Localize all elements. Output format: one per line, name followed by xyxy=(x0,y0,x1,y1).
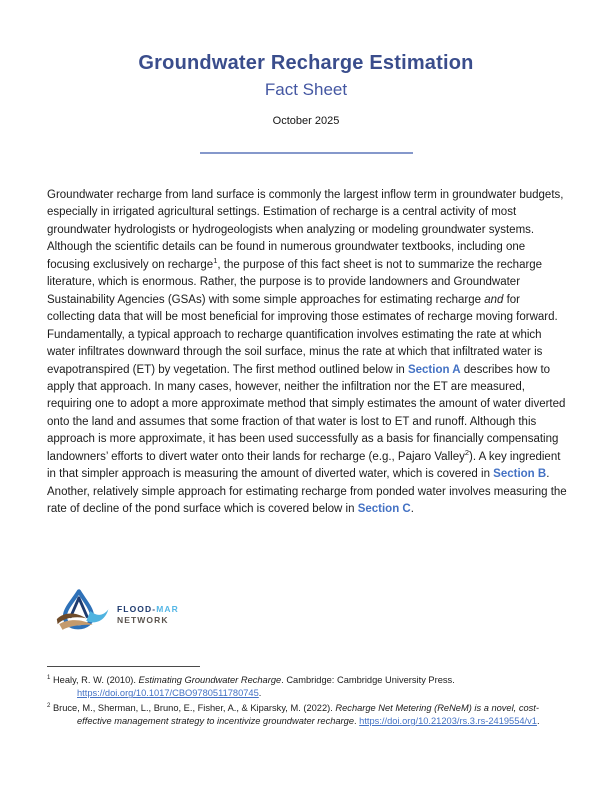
text-run: ). A key ingredient in that simpler approach is measuring the amount of diverted water, which is covered in xyxy=(47,450,561,481)
footnote-reference: 1 xyxy=(47,674,51,681)
text-run: Groundwater recharge from land surface is commonly the largest inflow term in groundwater budgets, especially in irrigated agricultural settings. Estimation of recharge is a central activity of most groundwater hydrologists or hydrogeologists when analyzing or modeling groundwater systems. Although the scientific details can be found in numerous groundwater textbooks, including one focusing exclusively on recharge xyxy=(47,189,564,271)
doi-link[interactable]: https://doi.org/10.1017/CBO9780511780745 xyxy=(77,688,259,699)
logo-network-text: NETWORK xyxy=(117,614,169,625)
footnote-reference: 2 xyxy=(47,702,51,709)
footnote-2 xyxy=(47,702,568,729)
text-run: and xyxy=(484,293,504,306)
text-run: Bruce, M., Sherman, L., Bruno, E., Fisher, A., & Kiparsky, M. (2022). xyxy=(50,702,336,713)
section-link[interactable]: Section C xyxy=(357,503,411,516)
footnote-divider xyxy=(47,666,200,667)
text-run: . xyxy=(354,715,360,726)
section-link[interactable]: Section A xyxy=(407,363,461,376)
text-run: Healy, R. W. (2010). xyxy=(50,675,139,685)
logo-wordmark xyxy=(117,604,179,625)
text-run: Fundamentally, a typical approach to recharge quantification involves estimating the rate at which water infiltrates downward through the soil surface, minus the rate at which that infiltrated water is evapotranspired (ET) by vegetation. The first method outlined below in xyxy=(47,328,543,376)
text-run: Estimating Groundwater Recharge xyxy=(138,675,282,685)
page-title: Groundwater Recharge Estimation xyxy=(138,52,474,74)
logo-flood-text: FLOOD- xyxy=(117,604,157,614)
header-divider xyxy=(200,152,413,154)
text-run: Recharge Net Metering (ReNeM) is a novel, cost-effective management strategy to incentivize groundwater recharge xyxy=(77,702,539,726)
text-run: . xyxy=(410,503,414,516)
page-subtitle: Fact Sheet xyxy=(264,80,348,99)
flood-mar-logo xyxy=(56,589,179,633)
footnote-reference: 1 xyxy=(213,255,218,265)
text-run: . Another, relatively simple approach for estimating recharge from ponded water involves measuring the rate of decline of the pond surface which is covered below in xyxy=(47,468,567,516)
footnote-reference: 2 xyxy=(464,447,469,457)
body-text xyxy=(47,187,567,519)
paragraph-1 xyxy=(47,187,567,327)
footnotes-section xyxy=(47,666,568,729)
text-run: . Cambridge: Cambridge University Press. xyxy=(281,675,455,685)
doi-link[interactable]: https://doi.org/10.21203/rs.3.rs-2419554/v1 xyxy=(359,715,537,726)
paragraph-2 xyxy=(47,327,567,519)
footnote-1 xyxy=(47,674,568,701)
text-run: for collecting data that will be most beneficial for improving those estimates of recharge moving forward. xyxy=(47,293,558,324)
text-run: describes how to apply that approach. In many cases, however, neither the infiltration nor the ET are measured, requiring one to adopt a more approximate method that simply estimates the amount of water diverted onto the land and assumes that some fraction of that water is lost to ET and runoff. Although this approach is more approximate, it has been used successfully as a basis for financially compensating landowners’ efforts to divert water onto their lands for recharge (e.g., Pajaro Valley xyxy=(47,363,566,463)
logo-mar-text: MAR xyxy=(156,604,179,614)
section-link[interactable]: Section B xyxy=(493,468,547,481)
date-label: October 2025 xyxy=(272,115,340,127)
document-header xyxy=(0,52,612,154)
text-run: , the purpose of this fact sheet is not to summarize the recharge literature, which is enormous. Rather, the purpose is to provide landowners and Groundwater Sustainability Agencies (GSAs) with some simple approaches for estimating recharge xyxy=(47,258,543,306)
logo-line-1 xyxy=(117,604,179,615)
text-run: . xyxy=(536,715,540,726)
text-run: . xyxy=(258,688,262,699)
water-drop-icon xyxy=(56,589,110,633)
